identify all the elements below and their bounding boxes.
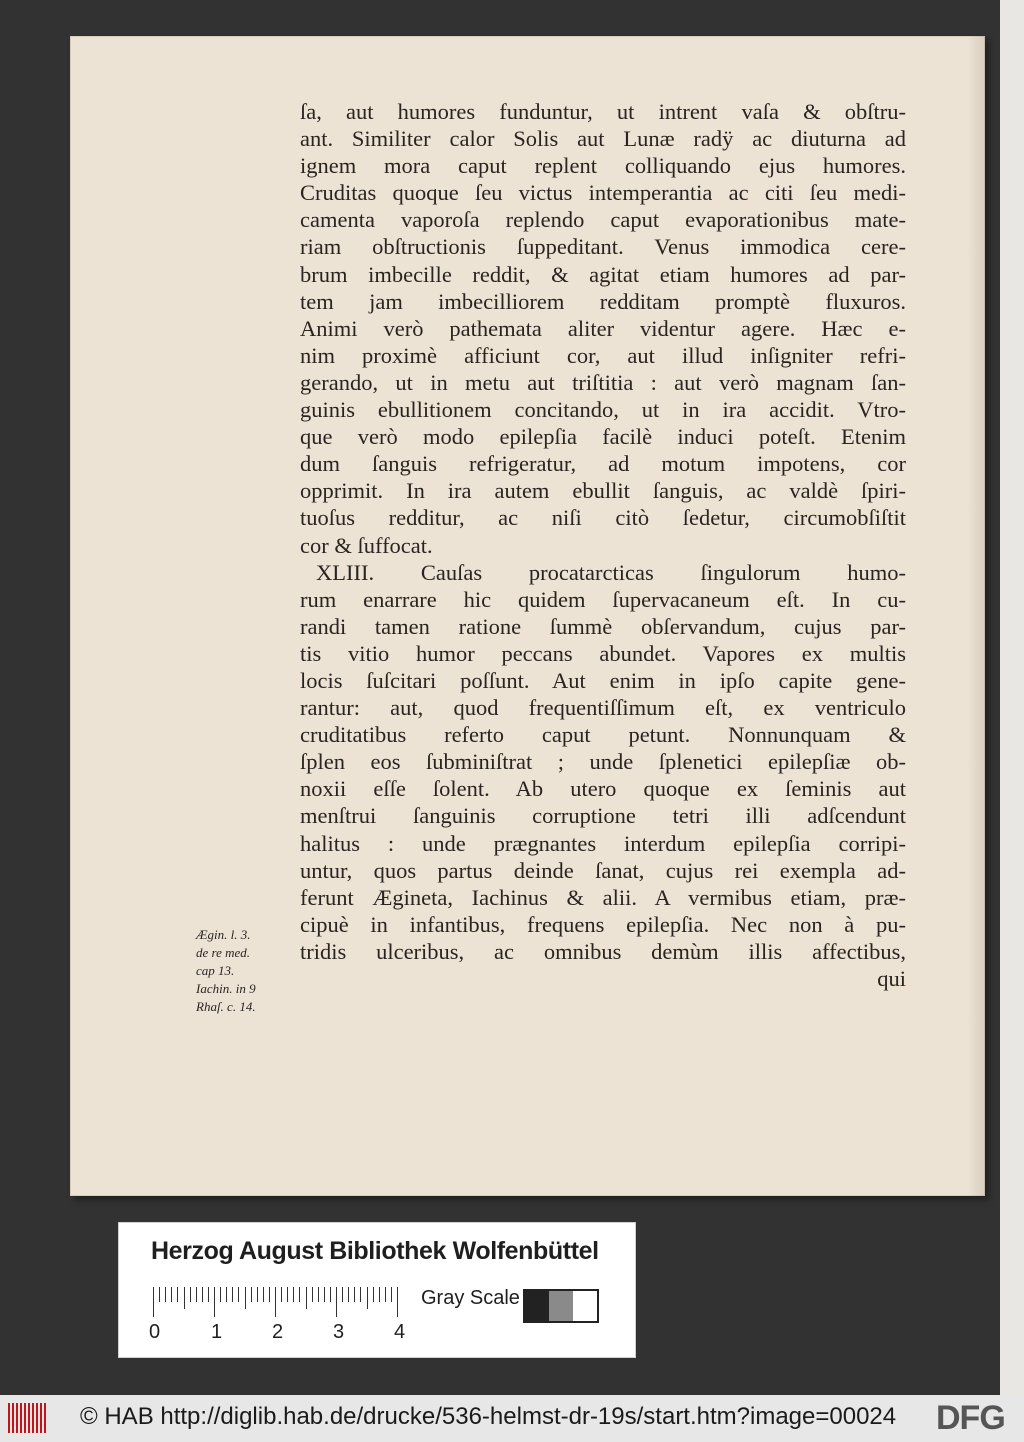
text-line: locis ſuſcitari poſſunt. Aut enim in ipſo capite gene-	[300, 667, 906, 693]
text-line: halitus : unde prægnantes interdum epilepſia corripi-	[300, 830, 906, 856]
text-line: que verò modo epilepſia facilè induci poteſt. Etenim	[300, 424, 906, 450]
text-line: randi tamen ratione ſummè obſervandum, cujus par-	[300, 613, 906, 639]
ruler-tick	[312, 1287, 313, 1302]
ruler-tick	[232, 1287, 233, 1302]
ruler-tick	[184, 1287, 185, 1309]
ruler-number: 1	[211, 1321, 223, 1343]
library-title: Herzog August Bibliothek Wolfenbüttel	[151, 1237, 599, 1265]
text-line: tridis ulceribus, ac omnibus demùm illis affectibus,	[300, 938, 906, 964]
text-line: ferunt Æginetа, Iachinus & alii. A vermibus etiam, præ-	[300, 884, 906, 910]
text-line: opprimit. In ira autem ebullit ſanguis, ac valdè ſpiri-	[300, 478, 906, 504]
text-line: ſplen eos ſubminiſtrat ; unde ſplenetici epilepſiæ ob-	[300, 749, 906, 775]
ruler-number: 0	[149, 1321, 161, 1343]
text-line: tis vitio humor peccans abundet. Vapores ex multis	[300, 640, 906, 666]
logo-bar	[28, 1403, 30, 1433]
ruler-tick	[379, 1287, 380, 1302]
text-line: cor & ſuffocat.	[300, 532, 433, 558]
ruler-tick	[385, 1287, 386, 1302]
text-line: noxii eſſe ſolent. Ab utero quoque ex ſeminis aut	[300, 776, 906, 802]
margin-note-line: cap 13.	[196, 963, 235, 978]
ruler-tick	[318, 1287, 319, 1302]
dfg-logo: DFG	[936, 1399, 1005, 1437]
library-color-card	[118, 1222, 636, 1358]
ruler-tick	[171, 1287, 172, 1302]
ruler-tick	[342, 1287, 343, 1302]
text-line: dum ſanguis refrigeratur, ad motum impotens, cor	[300, 451, 906, 477]
ruler-tick	[159, 1287, 160, 1302]
logo-bar	[12, 1403, 14, 1433]
ruler-tick	[299, 1287, 300, 1302]
logo-bar	[40, 1403, 42, 1433]
ruler-number: 2	[272, 1321, 284, 1343]
ruler-tick	[397, 1287, 398, 1317]
ruler-tick	[348, 1287, 349, 1302]
text-line: riam obſtructionis ſuppeditant. Venus immodica cere-	[300, 234, 906, 260]
text-line: nim proximè afficiunt cor, aut illud inſigniter refri-	[300, 342, 906, 368]
text-line: brum imbecille reddit, & agitat etiam humores ad par-	[300, 261, 906, 287]
ruler-tick	[208, 1287, 209, 1302]
ruler-tick	[306, 1287, 307, 1309]
ruler-tick	[177, 1287, 178, 1302]
ruler-tick	[287, 1287, 288, 1302]
ruler-tick	[336, 1287, 337, 1317]
ruler-tick	[269, 1287, 270, 1302]
ruler-tick	[196, 1287, 197, 1302]
ruler-tick	[354, 1287, 355, 1302]
ruler-tick	[226, 1287, 227, 1302]
scan-edge	[1000, 0, 1024, 1395]
ruler-tick	[293, 1287, 294, 1302]
ruler-tick	[245, 1287, 246, 1309]
text-line: rantur: aut, quod frequentiſſimum eſt, ex ventriculo	[300, 695, 906, 721]
text-line: camenta vaporoſa replendo caput evaporationibus mate-	[300, 207, 906, 233]
margin-note	[196, 926, 296, 1016]
grayscale-label: Gray Scale	[421, 1287, 520, 1309]
text-line: gerando, ut in metu aut triſtitia : aut verò magnam ſan-	[300, 369, 906, 395]
ruler-tick	[153, 1287, 154, 1317]
logo-bar	[44, 1403, 46, 1433]
ruler-tick	[367, 1287, 368, 1309]
ruler-tick	[257, 1287, 258, 1302]
margin-note-line: Ægin. l. 3.	[196, 927, 251, 942]
margin-note-line: de re med.	[196, 945, 251, 960]
text-line: ignem mora caput replent colliquando ejus humores.	[300, 153, 906, 179]
hab-logo-icon	[8, 1403, 48, 1433]
text-line: Animi verò pathemata aliter videntur agere. Hæc e-	[300, 315, 906, 341]
text-line: menſtrui ſanguinis corruptione tetri illi adſcendunt	[300, 803, 906, 829]
logo-bar	[24, 1403, 26, 1433]
text-line: ſa, aut humores funduntur, ut intrent vaſa & obſtru-	[300, 99, 906, 124]
ruler-tick	[165, 1287, 166, 1302]
text-line: cipuè in infantibus, frequens epilepſia. Nec non à pu-	[300, 911, 906, 937]
ruler-tick	[281, 1287, 282, 1302]
ruler-tick	[214, 1287, 215, 1317]
text-line: guinis ebullitionem concitando, ut in ira accidit. Vtro-	[300, 397, 906, 423]
text-line: tem jam imbecilliorem redditam promptè fluxuros.	[300, 288, 906, 314]
ruler-tick	[330, 1287, 331, 1302]
margin-note-line: Rhaſ. c. 14.	[196, 999, 256, 1014]
text-line: Cruditas quoque ſeu victus intemperantia ac citi ſeu medi-	[300, 180, 906, 206]
ruler-tick	[324, 1287, 325, 1302]
ruler-tick	[391, 1287, 392, 1302]
gray-patch-mid	[549, 1291, 573, 1321]
gray-patch-white	[573, 1291, 597, 1321]
page-body-text	[300, 98, 906, 992]
grayscale-strip	[523, 1289, 599, 1323]
logo-bar	[20, 1403, 22, 1433]
scale-ruler	[153, 1287, 405, 1317]
footer-url[interactable]: © HAB http://diglib.hab.de/drucke/536-helmst-dr-19s/start.htm?image=00024	[80, 1403, 897, 1430]
logo-bar	[36, 1403, 38, 1433]
logo-bar	[8, 1403, 10, 1433]
text-line: cruditatibus referto caput petunt. Nonnunquam &	[300, 722, 906, 748]
margin-note-line: Iachin. in 9	[196, 981, 256, 996]
ruler-tick	[202, 1287, 203, 1302]
ruler-tick	[360, 1287, 361, 1302]
gray-patch-black	[525, 1291, 549, 1321]
ruler-tick	[251, 1287, 252, 1302]
ruler-tick	[263, 1287, 264, 1302]
ruler-tick	[220, 1287, 221, 1302]
footer-bar	[0, 1395, 1024, 1442]
ruler-number: 3	[333, 1321, 345, 1343]
text-line: untur, quos partus deinde ſanat, cujus rei exempla ad-	[300, 857, 906, 883]
text-line: tuoſus redditur, ac niſi citò ſedetur, circumobſiſtit	[300, 505, 906, 531]
ruler-tick	[275, 1287, 276, 1317]
logo-bar	[32, 1403, 34, 1433]
ruler-tick	[238, 1287, 239, 1302]
ruler-number: 4	[394, 1321, 406, 1343]
ruler-tick	[373, 1287, 374, 1302]
text-line: rum enarrare hic quidem ſupervacaneum eſt. In cu-	[300, 586, 906, 612]
catchword: qui	[877, 966, 906, 991]
section-heading-line: XLIII. Cauſas procatarcticas ſingulorum humo-	[316, 559, 906, 585]
logo-bar	[16, 1403, 18, 1433]
ruler-tick	[190, 1287, 191, 1302]
text-line: ant. Similiter calor Solis aut Lunæ radÿ ac diuturna ad	[300, 126, 906, 152]
